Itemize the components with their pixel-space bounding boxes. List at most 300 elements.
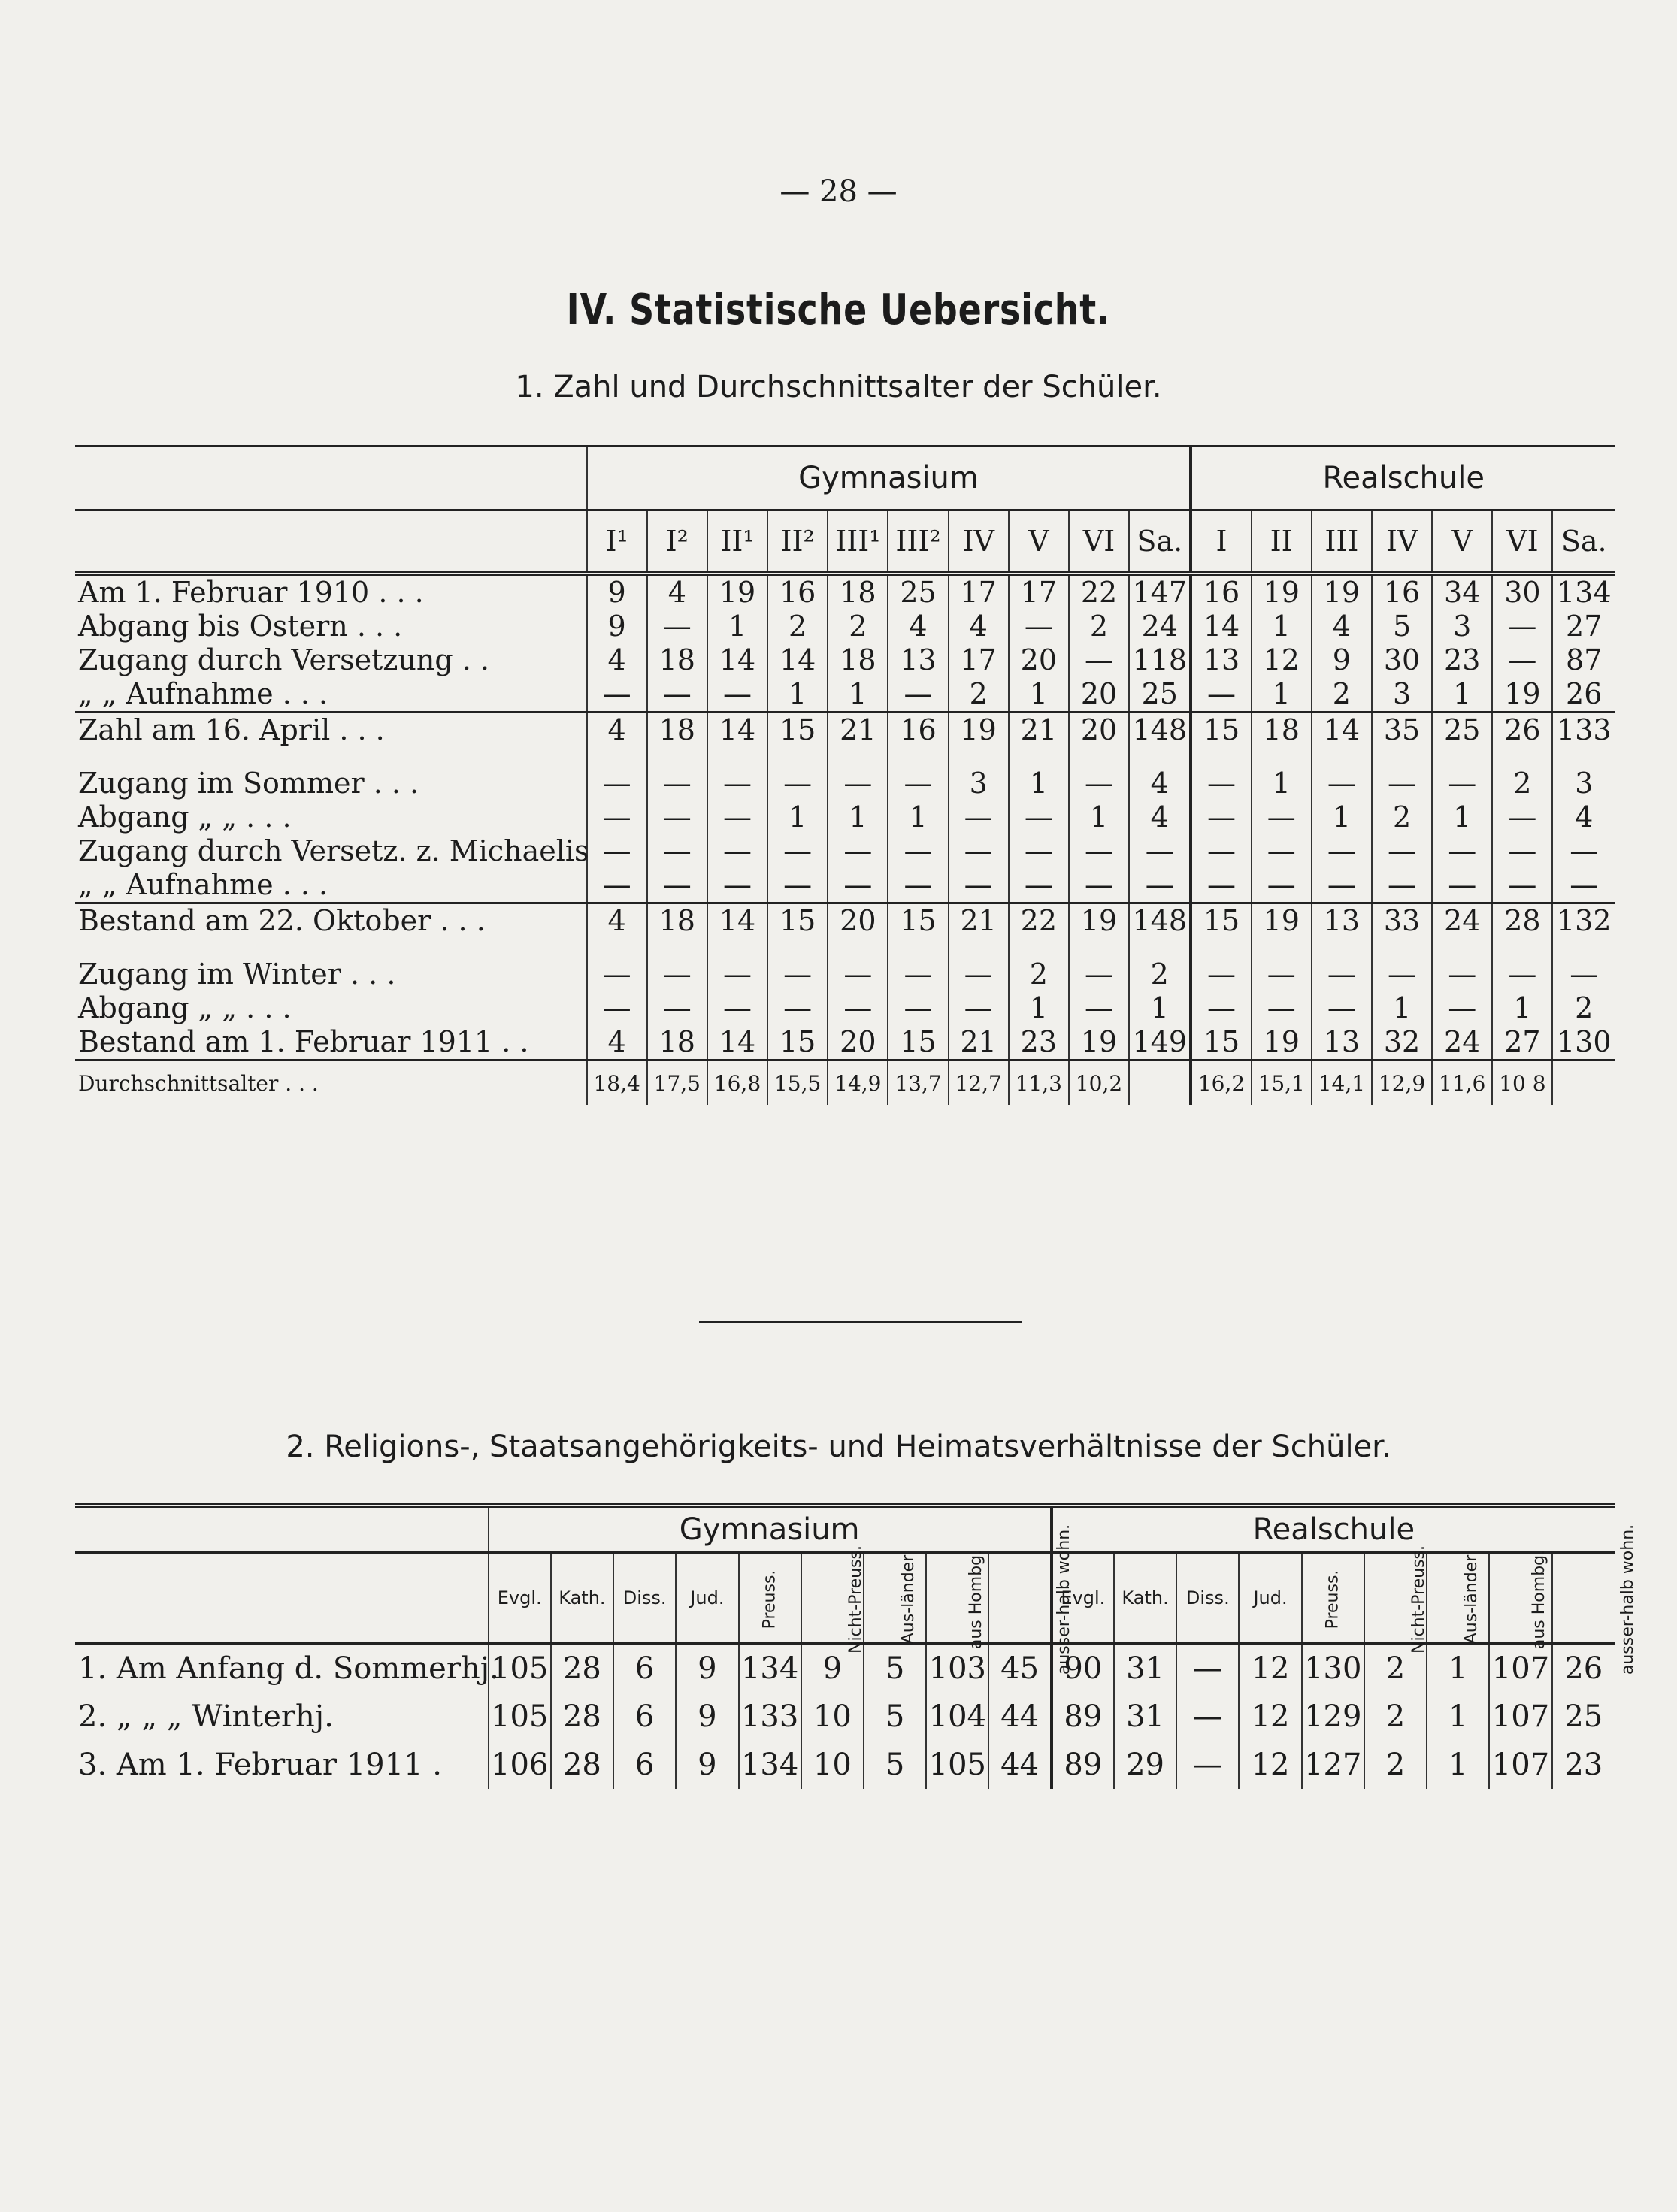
cell: 134 [739, 1741, 801, 1789]
cell: 129 [1302, 1693, 1364, 1741]
cell: 2 [1069, 610, 1129, 643]
cell: 1 [1009, 677, 1069, 713]
cell: 4 [587, 1025, 647, 1061]
cell: 3 [949, 767, 1009, 800]
cell: — [1069, 958, 1129, 991]
cell: 1 [828, 800, 888, 834]
cell: 15 [888, 903, 948, 939]
cell: — [828, 767, 888, 800]
cell: 1 [1009, 767, 1069, 800]
col-real-4: V [1432, 510, 1492, 574]
cell: 28 [1492, 903, 1552, 939]
cell: 2 [1364, 1644, 1427, 1693]
table-row [75, 573, 1615, 610]
row-label: 3. Am 1. Februar 1911 . [78, 1748, 442, 1782]
cell: 45 [988, 1644, 1051, 1693]
cell: — [1492, 834, 1552, 868]
col-real-plain-0: Evgl. [1052, 1553, 1114, 1644]
cell: 20 [1009, 643, 1069, 677]
cell: 2 [1009, 958, 1069, 991]
cell: 14 [707, 903, 767, 939]
table1-column-header [75, 510, 1615, 574]
cell: 1 [1252, 677, 1312, 713]
cell: — [707, 767, 767, 800]
cell: 4 [587, 903, 647, 939]
col-gym-plain-0: Evgl. [489, 1553, 551, 1644]
col-gym-3: II² [767, 510, 828, 574]
cell: 19 [1252, 903, 1312, 939]
col-real-5: VI [1492, 510, 1552, 574]
cell: — [1492, 800, 1552, 834]
cell: 18 [828, 643, 888, 677]
cell: 13 [1312, 903, 1372, 939]
table-row [75, 991, 1615, 1025]
divider [699, 1321, 1022, 1323]
cell: 4 [647, 573, 707, 610]
col-real-plain-2: Diss. [1176, 1553, 1239, 1644]
cell: 19 [1492, 677, 1552, 713]
cell: 5 [864, 1693, 926, 1741]
col-label: Nicht-Preuss. [846, 1545, 865, 1654]
table2-group-header [75, 1505, 1615, 1553]
table-row [75, 767, 1615, 800]
cell: 1 [1069, 800, 1129, 834]
cell: 1 [1427, 1693, 1489, 1741]
cell: 9 [587, 610, 647, 643]
cell: — [1552, 868, 1615, 903]
col-label: ausser-halb wohn. [1618, 1524, 1637, 1675]
cell: 89 [1052, 1693, 1114, 1741]
cell: — [587, 868, 647, 903]
row-label: Abgang „ „ . . . [78, 800, 292, 834]
row-label: Bestand am 1. Februar 1911 . . [78, 1025, 529, 1058]
cell: — [647, 834, 707, 868]
cell: 2 [1364, 1741, 1427, 1789]
table1-group-header [75, 446, 1615, 510]
cell: — [1492, 610, 1552, 643]
cell: 16,2 [1191, 1061, 1251, 1106]
cell: 31 [1114, 1644, 1176, 1693]
cell: 134 [1552, 573, 1615, 610]
cell: — [1252, 868, 1312, 903]
page-number: — 28 — [779, 174, 898, 209]
cell: 19 [1312, 573, 1372, 610]
cell: 103 [926, 1644, 988, 1693]
cell: 148 [1129, 713, 1191, 748]
cell: 21 [949, 1025, 1009, 1061]
cell: 1 [767, 800, 828, 834]
cell: 28 [551, 1741, 613, 1789]
col-label: Preuss. [760, 1569, 779, 1629]
col-label: aus Hombg. [1530, 1549, 1549, 1650]
cell: — [888, 991, 948, 1025]
cell: — [1312, 958, 1372, 991]
cell: 15 [767, 713, 828, 748]
cell: 1 [1009, 991, 1069, 1025]
row-label: Zugang durch Versetz. z. Michaelis [78, 834, 589, 867]
col-real-rot-1 [1364, 1545, 1428, 1654]
cell: 118 [1129, 643, 1191, 677]
cell: 6 [613, 1741, 676, 1789]
col-label: aus Hombg. [967, 1549, 986, 1650]
cell: 14 [1191, 610, 1251, 643]
cell: 148 [1129, 903, 1191, 939]
cell: — [828, 991, 888, 1025]
col-gym-0: I¹ [587, 510, 647, 574]
cell: 15 [888, 1025, 948, 1061]
cell: 3 [1552, 767, 1615, 800]
cell [1552, 1061, 1615, 1106]
cell: — [707, 800, 767, 834]
col-label: Preuss. [1323, 1569, 1343, 1629]
col-gym-9: Sa. [1129, 510, 1191, 574]
cell: — [587, 991, 647, 1025]
cell: 17 [949, 573, 1009, 610]
cell: — [587, 677, 647, 713]
cell: — [767, 868, 828, 903]
cell: — [1009, 834, 1069, 868]
cell: 130 [1302, 1644, 1364, 1693]
cell: — [888, 677, 948, 713]
cell: — [1191, 834, 1251, 868]
students-count-table [75, 445, 1615, 1105]
cell: — [949, 991, 1009, 1025]
cell: 34 [1432, 573, 1492, 610]
row-label: 1. Am Anfang d. Sommerhj. [75, 1644, 489, 1693]
col-real-plain-1: Kath. [1114, 1553, 1176, 1644]
cell: 11,3 [1009, 1061, 1069, 1106]
cell: 26 [1552, 1644, 1615, 1693]
cell: 18 [1252, 713, 1312, 748]
col-gym-2: II¹ [707, 510, 767, 574]
cell: 16 [767, 573, 828, 610]
col-gym-5: III² [888, 510, 948, 574]
cell: — [1191, 991, 1251, 1025]
cell: 1 [1432, 677, 1492, 713]
row-label: Zugang durch Versetzung . . [78, 643, 490, 676]
cell: 149 [1129, 1025, 1191, 1061]
cell: — [1432, 868, 1492, 903]
cell: — [647, 800, 707, 834]
cell: 10 [801, 1693, 864, 1741]
cell: 12 [1239, 1693, 1301, 1741]
cell: 1 [1427, 1741, 1489, 1789]
cell: — [1432, 834, 1492, 868]
cell: 87 [1552, 643, 1615, 677]
cell: 1 [1252, 610, 1312, 643]
cell: 105 [926, 1741, 988, 1789]
cell: 19 [1069, 903, 1129, 939]
cell: 44 [988, 1693, 1051, 1741]
cell: 12 [1239, 1644, 1301, 1693]
cell: — [647, 868, 707, 903]
table-row [75, 1061, 1615, 1106]
religion-table [75, 1503, 1637, 1789]
cell: 19 [949, 713, 1009, 748]
cell: 147 [1129, 573, 1191, 610]
cell: 26 [1492, 713, 1552, 748]
cell: 14,1 [1312, 1061, 1372, 1106]
cell: — [1432, 767, 1492, 800]
cell: — [707, 677, 767, 713]
cell: 24 [1432, 903, 1492, 939]
col-label: ausser-halb wohn. [1055, 1524, 1074, 1675]
cell: 16 [888, 713, 948, 748]
table-row [75, 1644, 1615, 1693]
cell: 3 [1372, 677, 1432, 713]
cell: — [1191, 800, 1251, 834]
cell: 14 [707, 1025, 767, 1061]
row-label: 2. „ „ „ Winterhj. [78, 1699, 334, 1734]
col-gym-rot-3 [926, 1549, 988, 1650]
col-gym-rot-0 [739, 1553, 801, 1644]
cell: 107 [1489, 1644, 1551, 1693]
cell: — [767, 834, 828, 868]
row-label: Zahl am 16. April . . . [75, 713, 587, 748]
cell: 2 [1312, 677, 1372, 713]
cell: 28 [551, 1644, 613, 1693]
cell: — [1552, 834, 1615, 868]
col-gym-4: III¹ [828, 510, 888, 574]
cell: 25 [1552, 1693, 1615, 1741]
cell: 6 [613, 1644, 676, 1693]
table-row [75, 677, 1615, 713]
page-title: IV. Statistische Uebersicht. [566, 286, 1111, 334]
cell: — [949, 958, 1009, 991]
cell: 35 [1372, 713, 1432, 748]
cell: 17 [1009, 573, 1069, 610]
table-row [75, 800, 1615, 834]
cell: 5 [864, 1644, 926, 1693]
cell: — [1372, 834, 1432, 868]
cell: 10,2 [1069, 1061, 1129, 1106]
cell: — [1492, 868, 1552, 903]
cell: — [707, 958, 767, 991]
cell: — [587, 767, 647, 800]
cell: 44 [988, 1741, 1051, 1789]
cell: — [1069, 868, 1129, 903]
cell: — [1176, 1644, 1239, 1693]
cell: 2 [828, 610, 888, 643]
cell: 4 [1129, 800, 1191, 834]
col-real-rot-0 [1302, 1553, 1364, 1644]
cell: — [1191, 767, 1251, 800]
cell: — [1432, 958, 1492, 991]
cell: 130 [1552, 1025, 1615, 1061]
cell: — [587, 800, 647, 834]
cell: 9 [587, 573, 647, 610]
cell: — [1069, 991, 1129, 1025]
cell: 4 [587, 713, 647, 748]
cell: 28 [551, 1693, 613, 1741]
cell: — [587, 958, 647, 991]
col-label: Aus-länder [1462, 1554, 1482, 1645]
cell: 18 [647, 713, 707, 748]
cell: 2 [949, 677, 1009, 713]
cell: 2 [1364, 1693, 1427, 1741]
cell: 105 [489, 1644, 551, 1693]
cell: 13 [1312, 1025, 1372, 1061]
cell: 1 [1432, 800, 1492, 834]
table-row [75, 713, 1615, 748]
col-gym-plain-2: Diss. [613, 1553, 676, 1644]
cell: — [1191, 958, 1251, 991]
cell: 22 [1009, 903, 1069, 939]
row-label: Abgang bis Ostern . . . [78, 610, 403, 643]
col-gym-rot-2 [864, 1553, 926, 1644]
cell: 17,5 [647, 1061, 707, 1106]
cell: 106 [489, 1741, 551, 1789]
cell: 23 [1552, 1741, 1615, 1789]
cell: — [1069, 834, 1129, 868]
spacer-row [75, 747, 1615, 767]
cell: 104 [926, 1693, 988, 1741]
cell: 107 [1489, 1741, 1551, 1789]
cell: — [1372, 868, 1432, 903]
cell: 20 [1069, 713, 1129, 748]
cell: — [828, 834, 888, 868]
row-label: Abgang „ „ . . . [78, 991, 292, 1024]
group-realschule: Realschule [1191, 446, 1615, 510]
cell: 20 [828, 1025, 888, 1061]
cell: 24 [1129, 610, 1191, 643]
table2-column-header [75, 1553, 1615, 1644]
cell [1129, 1061, 1191, 1106]
row-label: „ „ Aufnahme . . . [78, 677, 328, 710]
cell: 22 [1069, 573, 1129, 610]
cell: 18 [828, 573, 888, 610]
cell: — [767, 958, 828, 991]
cell: — [767, 991, 828, 1025]
cell: 16 [1191, 573, 1251, 610]
cell: 15,1 [1252, 1061, 1312, 1106]
cell: 1 [1312, 800, 1372, 834]
cell: 19 [707, 573, 767, 610]
cell: 2 [767, 610, 828, 643]
cell: — [1252, 834, 1312, 868]
cell: 5 [1372, 610, 1432, 643]
cell: 132 [1552, 903, 1615, 939]
cell: 15 [1191, 1025, 1251, 1061]
cell: 4 [888, 610, 948, 643]
cell: 90 [1052, 1644, 1114, 1693]
cell: 127 [1302, 1741, 1364, 1789]
cell: 1 [1252, 767, 1312, 800]
cell: 134 [739, 1644, 801, 1693]
cell: 33 [1372, 903, 1432, 939]
cell: 133 [739, 1693, 801, 1741]
cell: 29 [1114, 1741, 1176, 1789]
table-row [75, 1025, 1615, 1061]
cell: 14 [707, 713, 767, 748]
cell: 4 [1129, 767, 1191, 800]
cell: 19 [1069, 1025, 1129, 1061]
cell: 26 [1552, 677, 1615, 713]
cell: 15 [767, 1025, 828, 1061]
cell: — [1432, 991, 1492, 1025]
cell: 11,6 [1432, 1061, 1492, 1106]
cell: — [949, 868, 1009, 903]
row-label: Bestand am 22. Oktober . . . [75, 903, 587, 939]
cell: 25 [888, 573, 948, 610]
cell: — [888, 958, 948, 991]
cell: 1 [1427, 1644, 1489, 1693]
cell: 3 [1432, 610, 1492, 643]
cell: — [1312, 767, 1372, 800]
table-row [75, 1693, 1615, 1741]
table-row [75, 610, 1615, 643]
cell: 30 [1372, 643, 1432, 677]
cell: — [949, 834, 1009, 868]
cell: 15 [1191, 713, 1251, 748]
group-gymnasium: Gymnasium [587, 446, 1191, 510]
col-label: Nicht-Preuss. [1409, 1545, 1428, 1654]
col-real-plain-3: Jud. [1239, 1553, 1301, 1644]
cell: 27 [1552, 610, 1615, 643]
cell: 12 [1239, 1741, 1301, 1789]
cell: 1 [767, 677, 828, 713]
cell: — [647, 991, 707, 1025]
col-real-3: IV [1372, 510, 1432, 574]
row-label: „ „ Aufnahme . . . [78, 868, 328, 901]
col-gym-8: VI [1069, 510, 1129, 574]
col-gym-rot-1 [801, 1545, 865, 1654]
cell: 4 [949, 610, 1009, 643]
cell: 2 [1552, 991, 1615, 1025]
cell: 1 [707, 610, 767, 643]
cell: 27 [1492, 1025, 1552, 1061]
cell: — [647, 767, 707, 800]
cell: 6 [613, 1693, 676, 1741]
cell: 17 [949, 643, 1009, 677]
cell: 1 [1372, 991, 1432, 1025]
cell: — [1372, 958, 1432, 991]
cell: — [1009, 610, 1069, 643]
cell: 9 [801, 1644, 864, 1693]
cell: — [707, 991, 767, 1025]
cell: — [1312, 868, 1372, 903]
cell: — [1492, 643, 1552, 677]
cell: 21 [828, 713, 888, 748]
cell: — [1129, 868, 1191, 903]
cell: — [1191, 868, 1251, 903]
cell: 133 [1552, 713, 1615, 748]
cell: — [1009, 800, 1069, 834]
cell: 12 [1252, 643, 1312, 677]
cell: — [888, 767, 948, 800]
cell: — [1312, 991, 1372, 1025]
cell: 15,5 [767, 1061, 828, 1106]
cell: 13 [1191, 643, 1251, 677]
cell: 23 [1009, 1025, 1069, 1061]
cell: 4 [1312, 610, 1372, 643]
cell: 1 [1129, 991, 1191, 1025]
col-real-rot-3 [1489, 1549, 1551, 1650]
cell: — [949, 800, 1009, 834]
cell: 1 [828, 677, 888, 713]
cell: 4 [587, 643, 647, 677]
cell: 2 [1372, 800, 1432, 834]
cell: — [1312, 834, 1372, 868]
cell: 105 [489, 1693, 551, 1741]
cell: — [1252, 991, 1312, 1025]
cell: 9 [676, 1741, 738, 1789]
cell: 5 [864, 1741, 926, 1789]
cell: 25 [1129, 677, 1191, 713]
cell: — [1191, 677, 1251, 713]
cell: 18 [647, 903, 707, 939]
col-real-1: II [1252, 510, 1312, 574]
